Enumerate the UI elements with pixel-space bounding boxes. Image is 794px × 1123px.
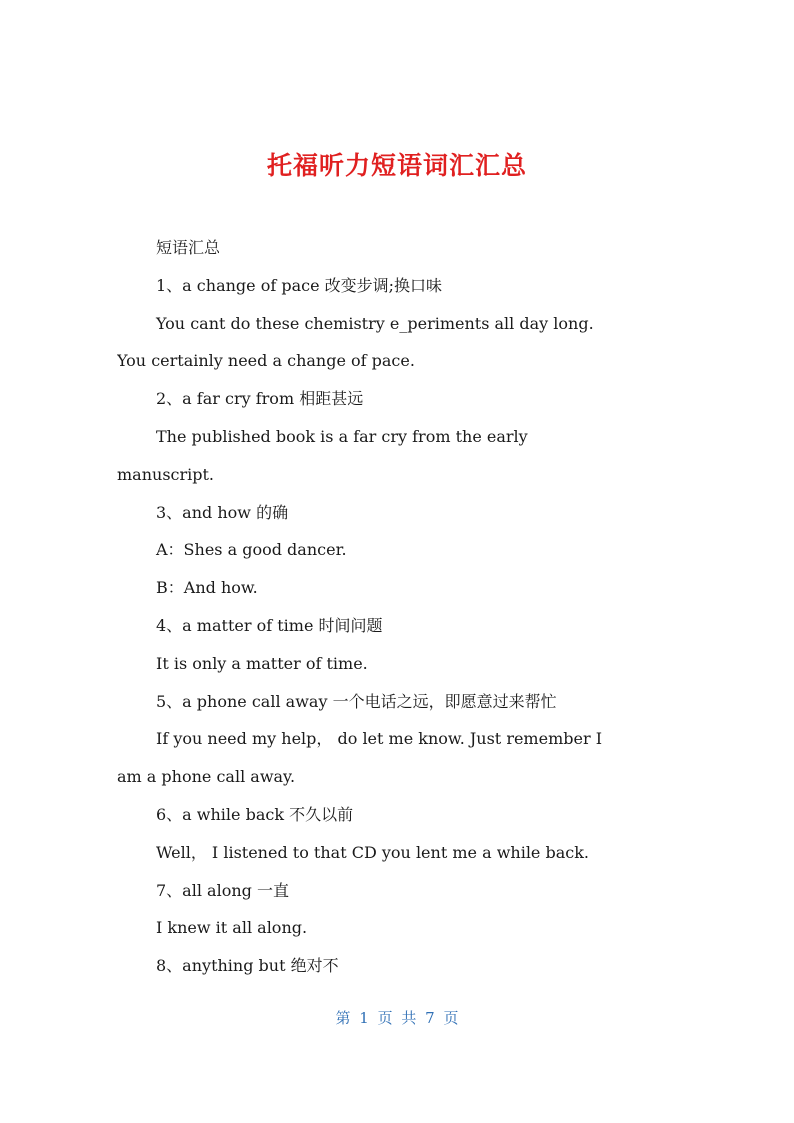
text-line: You certainly need a change of pace.: [117, 351, 415, 371]
text-line: 6、a while back 不久以前: [156, 804, 354, 824]
text-line: 短语汇总: [156, 238, 221, 257]
text-line: am a phone call away.: [117, 767, 296, 787]
text-line: manuscript.: [117, 464, 215, 484]
text-line: B：And how.: [156, 578, 258, 598]
text-line: 8、anything but 绝对不: [156, 956, 339, 976]
document-body: [117, 229, 697, 985]
text-line: Well， I listened to that CD you lent me a while back.: [156, 842, 590, 862]
text-line: If you need my help， do let me know. Just remember I: [156, 729, 603, 749]
text-line: You cant do these chemistry e_periments all day long.: [156, 313, 594, 333]
page-footer: 第 1 页 共 7 页: [335, 1009, 459, 1027]
text-line: 4、a matter of time 时间问题: [156, 615, 383, 635]
document-title: 托福听力短语词汇汇总: [266, 151, 527, 180]
text-line: 3、and how 的确: [156, 502, 289, 522]
text-line: I knew it all along.: [156, 918, 308, 938]
text-line: A：Shes a good dancer.: [156, 540, 347, 560]
text-line: 1、a change of pace 改变步调;换口味: [156, 275, 443, 295]
text-line: 2、a far cry from 相距甚远: [156, 389, 364, 409]
text-line: The published book is a far cry from the early: [156, 426, 528, 446]
text-line: It is only a matter of time.: [156, 653, 368, 673]
text-line: 5、a phone call away 一个电话之远，即愿意过来帮忙: [156, 691, 557, 711]
text-line: 7、all along 一直: [156, 880, 289, 900]
